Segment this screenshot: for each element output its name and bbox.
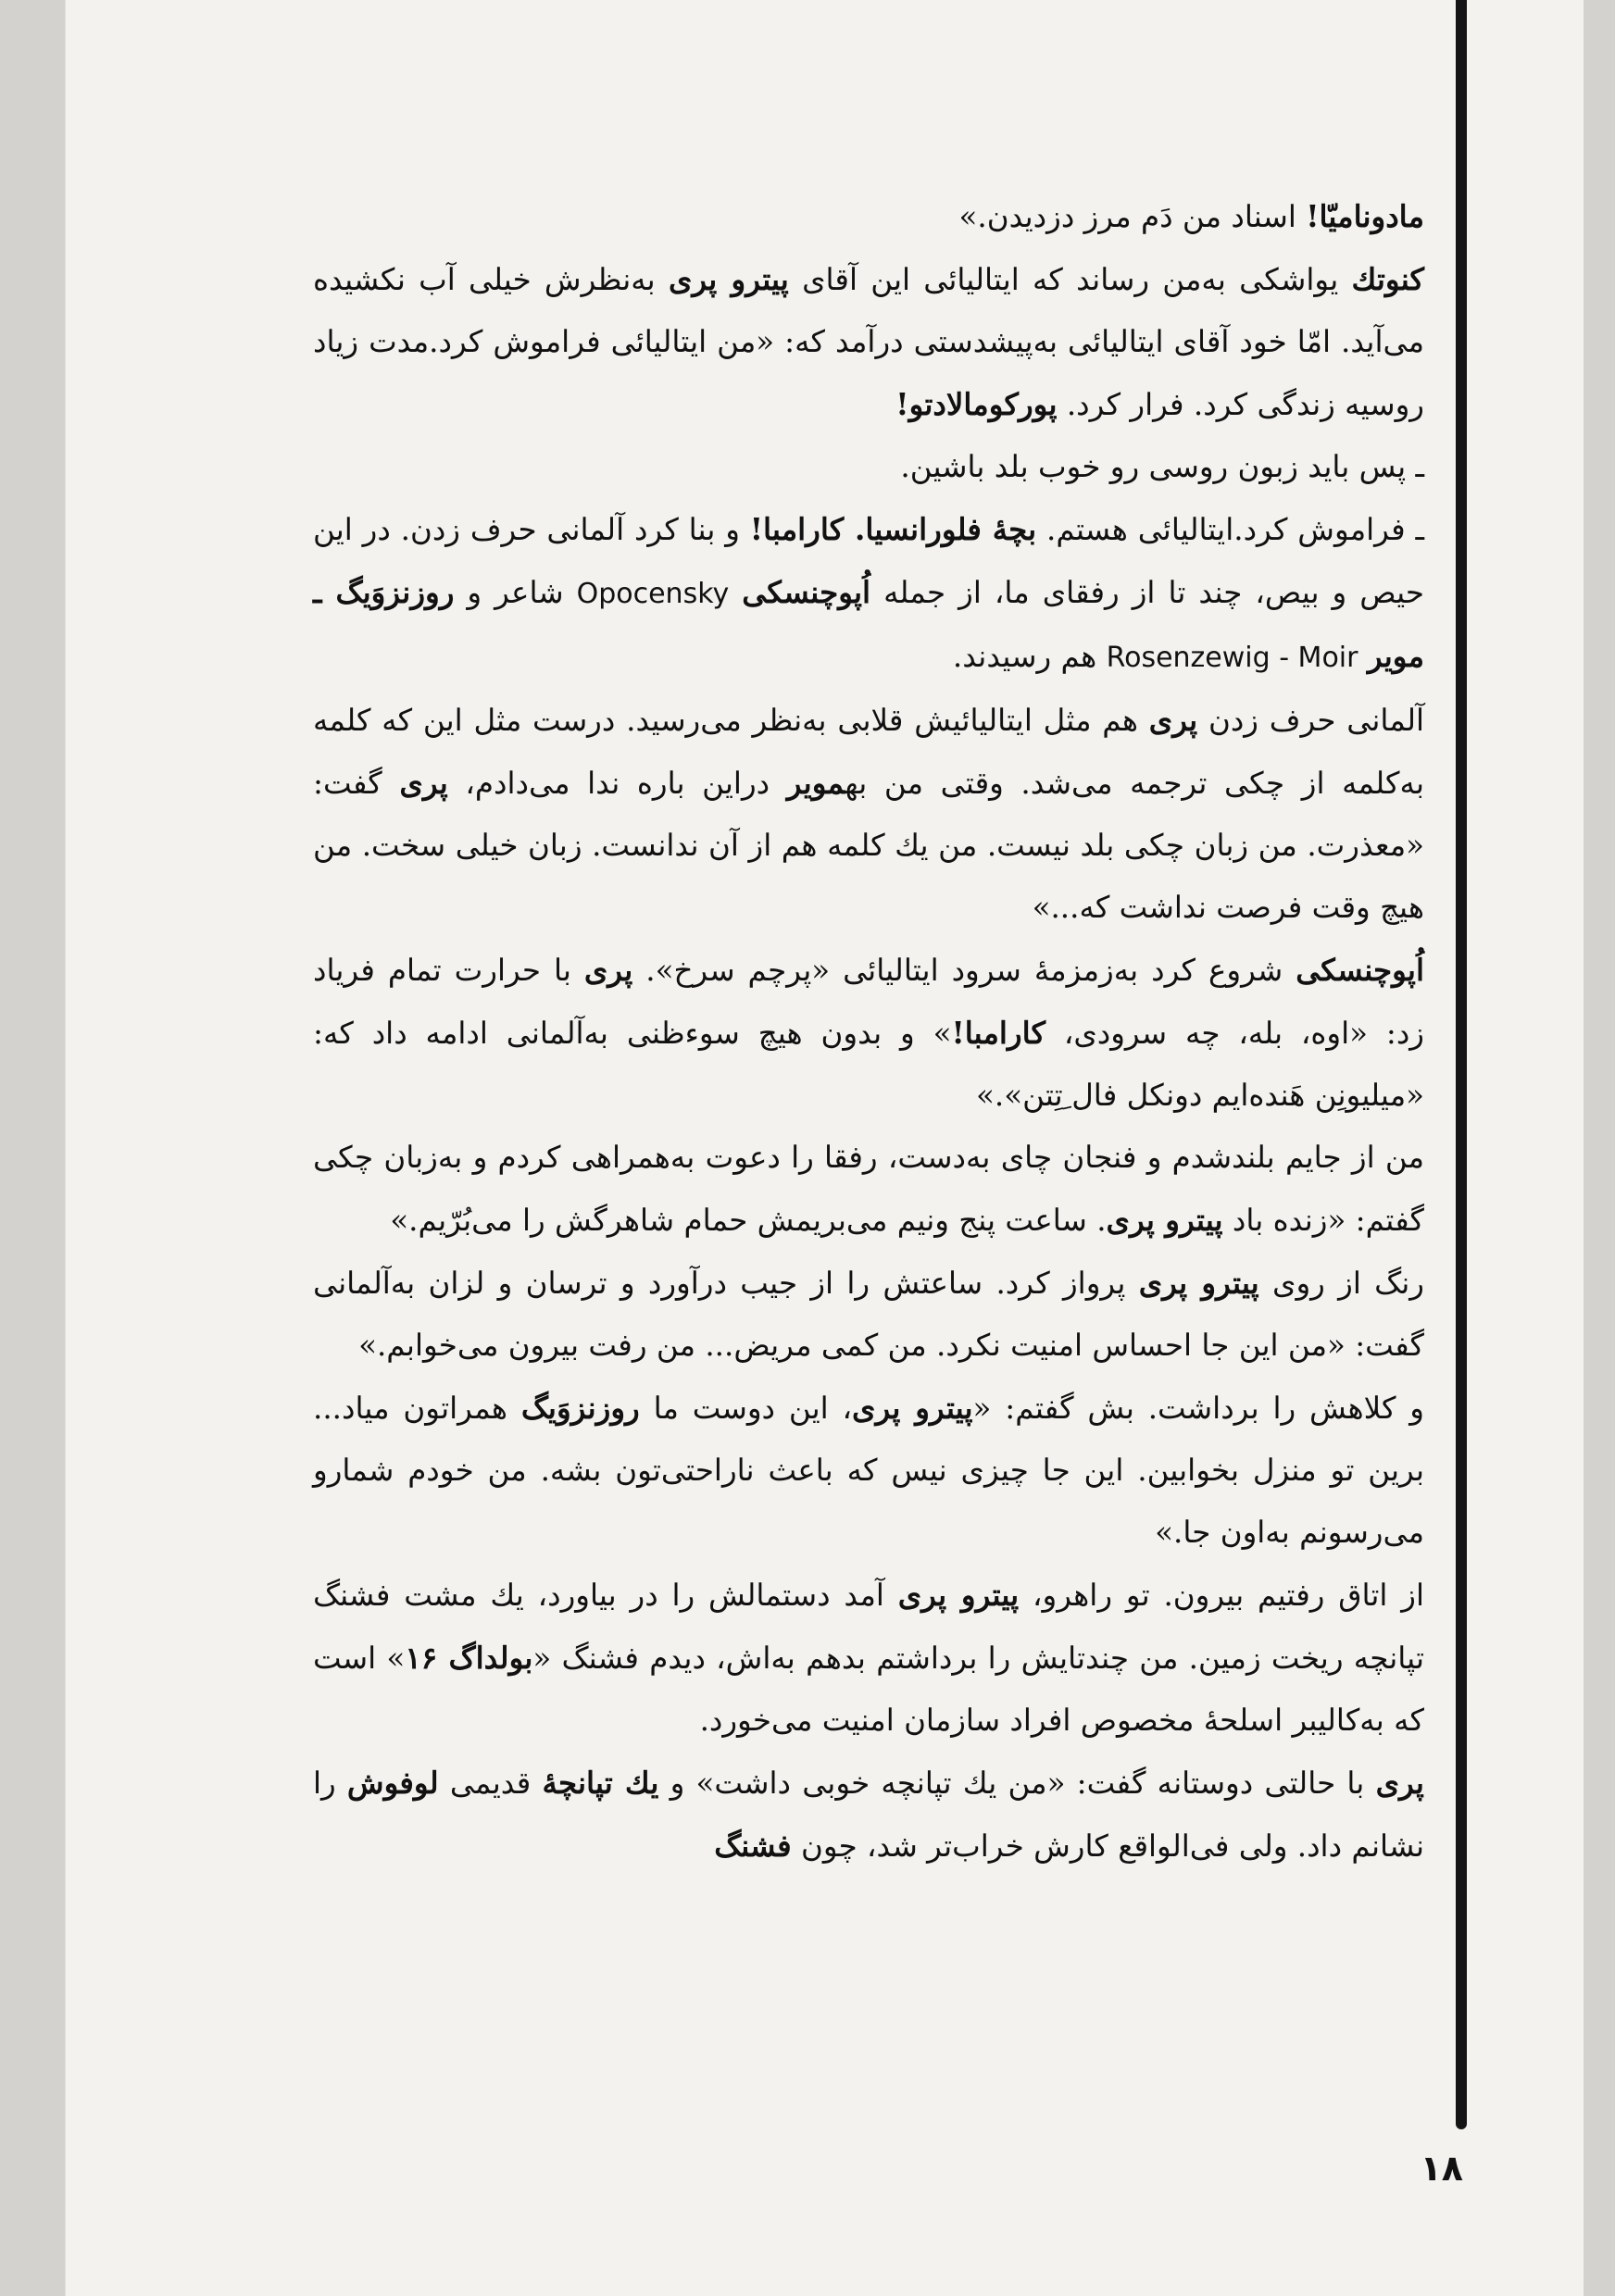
text-run: اسناد من دَم مرز دزدیدن.» bbox=[958, 199, 1307, 234]
text-run bbox=[729, 575, 742, 610]
page-number: ۱۸ bbox=[1420, 2148, 1463, 2189]
text-run: به‌نظرش خیلی آب نکشیده می‌آید. امّا خود آقای ایتالیائی به‌پیشدستی درآمد که: «من ایتالیائی فراموش کرد.مدت زیاد روسیه زندگی کرد. فرار کرد. bbox=[313, 262, 1424, 422]
emphasized-name: اُپوچنسکی bbox=[742, 574, 871, 610]
text-body bbox=[313, 185, 1424, 2046]
text-run: ـ پس باید زبون روسی رو خوب بلد باشین. bbox=[900, 449, 1424, 484]
latin-name: Opocensky bbox=[576, 578, 730, 610]
text-run: پرواز کرد. ساعتش را از جیب درآورد و ترسان و لزان به‌آلمانی گفت: «من این جا احساس امنیت نکرد. من کمی مریض... من رفت بیرون می‌خوابم.» bbox=[313, 1266, 1424, 1363]
text-run: گفت: «معذرت. من زبان چکی بلد نیست. من یك کلمه هم از آن ندانست. زبان خیلی سخت. من هیچ وقت فرصت نداشت که...» bbox=[313, 766, 1424, 925]
latin-name: Rosenzewig - Moir bbox=[1106, 642, 1358, 674]
text-run: و بنا کرد آلمانی حرف زدن. در این حیص و بیص، چند تا از رفقای ما، از جمله bbox=[313, 512, 1424, 610]
text-run bbox=[1358, 639, 1367, 674]
text-run: هم رسیدند. bbox=[952, 639, 1107, 674]
text-run: ـ فراموش کرد.ایتالیائی هستم. bbox=[1036, 512, 1424, 547]
text-run: همراتون میاد... برین تو منزل بخوابین. این جا چیزی نیس که باعث ناراحتی‌تون بشه. من خودم شمارو می‌رسونم به‌اون جا.» bbox=[313, 1391, 1424, 1550]
emphasized-name: اُپوچنسکی bbox=[1296, 952, 1424, 988]
text-run: با حالتی دوستانه گفت: «من یك تپانچه خوبی داشت» و bbox=[658, 1766, 1376, 1801]
text-run: آمد دستمالش را در بیاورد، یك مشت فشنگ تپانچه ریخت زمین. من چندتایش را برداشتم بدهم به‌اش، دیدم فشنگ « bbox=[313, 1578, 1425, 1676]
paragraph bbox=[313, 1127, 1424, 1252]
text-run: ، این دوست ما bbox=[639, 1391, 852, 1426]
text-run: از اتاق رفتیم بیرون. تو راهرو، bbox=[1019, 1578, 1424, 1613]
emphasized-name: پری bbox=[583, 952, 633, 988]
text-run: . ساعت پنج ونیم می‌بریمش حمام شاهرگش را می‌بُرّیم.» bbox=[390, 1203, 1107, 1238]
paragraph bbox=[313, 1564, 1424, 1752]
emphasized-name: کارامبا! bbox=[951, 1015, 1045, 1051]
text-run: با حرارت تمام فریاد زد: «اوه، بله، چه سرودی، bbox=[313, 953, 1424, 1051]
text-run: شاعر و bbox=[454, 575, 577, 610]
paragraph bbox=[313, 939, 1424, 1127]
emphasized-name: مادونامیّا! bbox=[1306, 198, 1424, 234]
page-sheet bbox=[65, 0, 1584, 2296]
emphasized-name: پیترو پری bbox=[1138, 1265, 1259, 1301]
binding-edge bbox=[1456, 0, 1467, 2129]
paragraph bbox=[313, 185, 1424, 248]
emphasized-name: روزنزوَیگ ـ مویر bbox=[313, 574, 1424, 674]
text-run: » است که به‌کالیبر اسلحهٔ مخصوص افراد سازمان امنیت می‌خورد. bbox=[313, 1641, 1424, 1738]
text-run: هم مثل ایتالیائیش قلابی به‌نظر می‌رسید. درست مثل این که کلمه به‌کلمه از چکی ترجمه می‌شد. وقتی من به bbox=[313, 703, 1424, 801]
emphasized-name: پری bbox=[1375, 1765, 1424, 1801]
emphasized-name: پیترو پری bbox=[852, 1390, 973, 1426]
paragraph bbox=[313, 1377, 1424, 1564]
emphasized-name: پیترو پری bbox=[668, 261, 789, 297]
text-run: من از جایم بلندشدم و فنجان چای به‌دست، رفقا را دعوت به‌همراهی کردم و به‌زبان چکی گفتم: «زنده باد bbox=[313, 1140, 1424, 1238]
emphasized-name: پری bbox=[1148, 702, 1198, 738]
emphasized-name: پیترو پری bbox=[897, 1577, 1020, 1613]
emphasized-name: فشنگ bbox=[714, 1828, 792, 1864]
emphasized-name: کنوتك bbox=[1351, 261, 1424, 297]
paragraph bbox=[313, 498, 1424, 689]
paragraph bbox=[313, 1252, 1424, 1377]
text-run: رنگ از روی bbox=[1258, 1266, 1425, 1301]
text-run: قدیمی bbox=[438, 1766, 543, 1801]
text-run: را نشانم داد. ولی فی‌الواقع کارش خراب‌تر شد، چون bbox=[313, 1766, 1424, 1864]
paragraph bbox=[313, 248, 1424, 436]
emphasized-name: مویر bbox=[786, 765, 845, 801]
emphasized-name: بولداگ ۱۶ bbox=[405, 1640, 533, 1676]
text-run: شروع کرد به‌زمزمهٔ سرود ایتالیائی «پرچم سرخ». bbox=[632, 953, 1296, 988]
emphasized-name: پری bbox=[399, 765, 448, 801]
paragraph bbox=[313, 1752, 1424, 1878]
emphasized-name: روزنزوَیگ bbox=[520, 1390, 640, 1426]
text-run: » و بدون هیچ سوءظنی به‌آلمانی ادامه داد که: «میلیونِن هَنده‌ایم دونکل فال ِتِتن».» bbox=[313, 1016, 1424, 1113]
text-run: و کلاهش را برداشت. بش گفتم: « bbox=[972, 1391, 1424, 1426]
emphasized-name: پورکومالادتو! bbox=[895, 386, 1058, 422]
text-run: دراین باره ندا می‌دادم، bbox=[447, 766, 787, 801]
emphasized-name: یك تپانچهٔ bbox=[542, 1765, 659, 1801]
emphasized-name: بچهٔ فلورانسیا. کارامبا! bbox=[749, 511, 1037, 547]
paragraph bbox=[313, 689, 1424, 939]
text-run: یواشکی به‌من رساند که ایتالیائی این آقای bbox=[788, 262, 1352, 297]
emphasized-name: لوفوش bbox=[346, 1765, 439, 1801]
paragraph bbox=[313, 436, 1424, 498]
emphasized-name: پیترو پری bbox=[1106, 1202, 1223, 1238]
text-run: آلمانی حرف زدن bbox=[1197, 703, 1424, 738]
